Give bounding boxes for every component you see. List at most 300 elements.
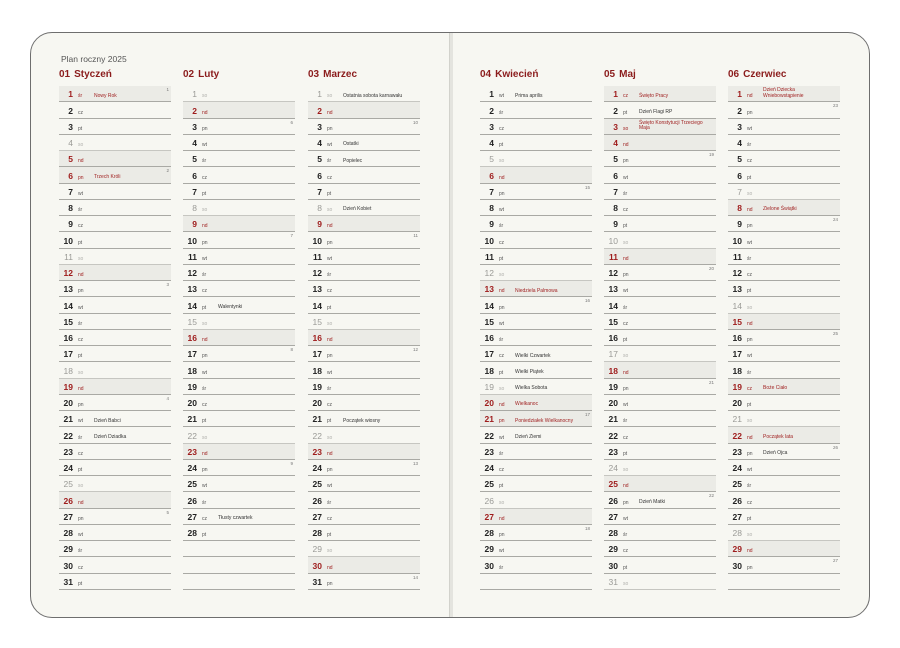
day-number: 2 <box>737 105 742 116</box>
day-row[interactable] <box>183 525 295 541</box>
day-number: 16 <box>187 333 197 343</box>
day-number: 10 <box>312 235 322 246</box>
day-row[interactable] <box>59 314 171 330</box>
day-row[interactable] <box>480 167 592 183</box>
day-row[interactable] <box>308 541 420 557</box>
day-row[interactable] <box>604 574 716 590</box>
weekday-abbr: wt <box>747 467 752 473</box>
weekday-abbr: so <box>499 158 505 165</box>
day-row[interactable] <box>480 265 592 281</box>
day-number: 14 <box>312 300 322 311</box>
day-row[interactable] <box>604 525 716 541</box>
day-row[interactable] <box>728 102 840 118</box>
day-row[interactable] <box>183 102 295 118</box>
day-note: Wielka Sobota <box>515 385 548 392</box>
day-row[interactable] <box>480 102 592 118</box>
day-row[interactable] <box>728 184 840 200</box>
day-row[interactable] <box>59 525 171 541</box>
day-row[interactable] <box>604 281 716 297</box>
week-number: 4 <box>166 395 169 401</box>
day-row[interactable] <box>59 492 171 508</box>
weekday-abbr: pn <box>747 450 753 457</box>
day-row[interactable] <box>480 427 592 443</box>
day-row[interactable] <box>59 232 171 248</box>
day-row[interactable] <box>728 525 840 541</box>
day-number: 14 <box>732 300 742 311</box>
day-list <box>728 86 840 590</box>
day-row[interactable] <box>59 200 171 216</box>
empty-line <box>183 557 295 573</box>
day-row[interactable] <box>183 330 295 346</box>
day-row[interactable] <box>728 314 840 330</box>
day-row[interactable] <box>308 167 420 183</box>
day-row[interactable] <box>728 297 840 313</box>
day-row[interactable] <box>308 297 420 313</box>
day-row[interactable] <box>59 167 171 183</box>
day-row[interactable] <box>183 200 295 216</box>
day-row[interactable] <box>59 330 171 346</box>
day-row[interactable] <box>308 314 420 330</box>
day-number: 20 <box>63 398 73 408</box>
day-row[interactable] <box>728 492 840 508</box>
weekday-abbr: pt <box>202 418 207 425</box>
day-row[interactable] <box>59 460 171 476</box>
day-row[interactable] <box>728 411 840 427</box>
day-number: 19 <box>63 381 73 392</box>
day-row[interactable] <box>728 395 840 411</box>
day-row[interactable] <box>480 151 592 167</box>
weekday-abbr: cz <box>327 402 332 408</box>
day-row[interactable] <box>308 102 420 118</box>
day-row[interactable] <box>604 119 716 135</box>
weekday-abbr: pn <box>499 304 505 311</box>
day-row[interactable] <box>728 460 840 476</box>
day-row[interactable] <box>308 265 420 281</box>
day-row[interactable] <box>728 509 840 525</box>
day-row[interactable] <box>59 102 171 118</box>
day-row[interactable] <box>728 216 840 232</box>
day-row[interactable] <box>183 346 295 362</box>
day-row[interactable] <box>604 411 716 427</box>
day-row[interactable] <box>59 135 171 151</box>
day-number: 28 <box>484 528 494 538</box>
day-number: 26 <box>484 495 494 506</box>
day-row[interactable] <box>183 395 295 411</box>
month-header <box>604 69 716 81</box>
day-row[interactable] <box>183 297 295 313</box>
weekday-abbr: cz <box>327 288 332 295</box>
day-row[interactable] <box>308 249 420 265</box>
day-row[interactable] <box>308 200 420 216</box>
day-row[interactable] <box>183 86 295 102</box>
day-row[interactable] <box>308 476 420 492</box>
day-row[interactable] <box>59 184 171 200</box>
day-row[interactable] <box>308 557 420 573</box>
day-number: 11 <box>313 251 322 262</box>
day-row[interactable] <box>728 362 840 378</box>
plan-title: Plan roczny 2025 <box>61 54 127 64</box>
week-number: 20 <box>708 265 714 271</box>
day-note: Święto Konstytucji Trzeciego Maja <box>639 119 703 132</box>
day-number: 17 <box>187 349 197 360</box>
day-row[interactable] <box>308 395 420 411</box>
weekday-abbr: so <box>623 353 629 360</box>
day-number: 20 <box>312 398 322 408</box>
day-row[interactable] <box>728 379 840 395</box>
day-row[interactable] <box>308 151 420 167</box>
day-row[interactable] <box>604 135 716 151</box>
day-row[interactable] <box>728 427 840 443</box>
day-note: Ostatki <box>343 141 359 148</box>
weekday-abbr: nd <box>747 320 753 327</box>
day-number: 26 <box>312 495 322 506</box>
day-row[interactable] <box>728 541 840 557</box>
weekday-abbr: pn <box>327 239 333 246</box>
day-row[interactable] <box>604 395 716 411</box>
day-row[interactable] <box>728 281 840 297</box>
weekday-abbr: nd <box>327 337 333 343</box>
day-number: 25 <box>63 479 73 490</box>
day-list <box>604 86 716 590</box>
day-row[interactable] <box>480 541 592 557</box>
day-number: 17 <box>608 349 618 360</box>
day-number: 9 <box>613 219 618 230</box>
day-number: 6 <box>192 170 197 181</box>
day-row[interactable] <box>308 444 420 460</box>
day-row[interactable] <box>604 151 716 167</box>
day-row[interactable] <box>59 476 171 492</box>
day-row[interactable] <box>183 151 295 167</box>
day-row[interactable] <box>480 525 592 541</box>
weekday-abbr: wt <box>327 142 332 148</box>
day-row[interactable] <box>308 411 420 427</box>
day-row[interactable] <box>59 444 171 460</box>
weekday-abbr: pn <box>499 418 505 425</box>
day-note: Początek lata <box>763 433 794 440</box>
day-row[interactable] <box>480 444 592 460</box>
day-row[interactable] <box>59 379 171 395</box>
day-row[interactable] <box>480 476 592 492</box>
day-row[interactable] <box>480 314 592 330</box>
day-row[interactable] <box>480 395 592 411</box>
day-number: 5 <box>317 154 322 165</box>
day-number: 19 <box>608 381 618 392</box>
day-row[interactable] <box>183 167 295 183</box>
day-row[interactable] <box>308 135 420 151</box>
day-row[interactable] <box>183 492 295 508</box>
weekday-abbr: wt <box>499 434 504 441</box>
day-row[interactable] <box>183 476 295 492</box>
day-note: Dzień Kobiet <box>343 206 372 213</box>
weekday-abbr: pn <box>202 467 208 473</box>
day-number: 1 <box>489 89 494 100</box>
day-row[interactable] <box>728 346 840 362</box>
weekday-abbr: śr <box>327 385 332 392</box>
day-row[interactable] <box>604 346 716 362</box>
day-row[interactable] <box>183 135 295 151</box>
day-row[interactable] <box>480 200 592 216</box>
day-number: 21 <box>484 414 494 425</box>
day-row[interactable] <box>59 297 171 313</box>
day-row[interactable] <box>728 330 840 346</box>
day-row[interactable] <box>308 460 420 476</box>
day-note: Dzień Ojca <box>763 450 788 457</box>
day-row[interactable] <box>604 102 716 118</box>
weekday-abbr: nd <box>499 288 505 295</box>
weekday-abbr: nd <box>747 548 753 555</box>
day-row[interactable] <box>604 314 716 330</box>
day-number: 17 <box>312 349 322 360</box>
day-row[interactable] <box>604 249 716 265</box>
day-row[interactable] <box>728 249 840 265</box>
day-number: 30 <box>63 560 73 571</box>
month-header <box>728 69 840 81</box>
day-row[interactable] <box>183 379 295 395</box>
weekday-abbr: pt <box>623 337 628 343</box>
day-row[interactable] <box>728 265 840 281</box>
day-number: 14 <box>608 300 618 311</box>
weekday-abbr: wt <box>78 532 83 538</box>
day-row[interactable] <box>604 184 716 200</box>
day-row[interactable] <box>604 509 716 525</box>
weekday-abbr: śr <box>747 369 752 376</box>
day-row[interactable] <box>59 362 171 378</box>
weekday-abbr: wt <box>623 288 628 295</box>
day-row[interactable] <box>480 492 592 508</box>
day-row[interactable] <box>480 184 592 200</box>
weekday-abbr: śr <box>623 190 628 197</box>
month-number: 04 <box>480 69 492 80</box>
day-row[interactable] <box>480 119 592 135</box>
day-row[interactable] <box>604 232 716 248</box>
weekday-abbr: pn <box>202 353 208 360</box>
day-row[interactable] <box>604 330 716 346</box>
day-row[interactable] <box>59 265 171 281</box>
day-list <box>480 86 592 590</box>
day-row[interactable] <box>480 460 592 476</box>
day-row[interactable] <box>183 411 295 427</box>
weekday-abbr: so <box>623 125 629 132</box>
day-number: 11 <box>64 251 73 262</box>
day-row[interactable] <box>183 362 295 378</box>
day-row[interactable] <box>183 232 295 248</box>
month-number: 03 <box>308 69 320 80</box>
day-row[interactable] <box>480 362 592 378</box>
day-row[interactable] <box>604 557 716 573</box>
day-number: 12 <box>484 268 494 278</box>
day-note: Dzień Ziemi <box>515 433 542 440</box>
day-number: 2 <box>192 105 197 116</box>
day-row[interactable] <box>604 86 716 102</box>
week-number: 26 <box>832 444 838 450</box>
day-number: 17 <box>484 349 494 360</box>
weekday-abbr: so <box>78 255 84 262</box>
day-row[interactable] <box>480 297 592 313</box>
day-row[interactable] <box>728 200 840 216</box>
day-row[interactable] <box>308 281 420 297</box>
weekday-abbr: nd <box>202 223 208 230</box>
day-row[interactable] <box>59 216 171 232</box>
day-row[interactable] <box>480 249 592 265</box>
day-row[interactable] <box>480 281 592 297</box>
day-row[interactable] <box>308 574 420 590</box>
day-row[interactable] <box>183 184 295 200</box>
day-number: 7 <box>317 186 322 197</box>
day-row[interactable] <box>604 362 716 378</box>
day-row[interactable] <box>728 119 840 135</box>
day-row[interactable] <box>183 444 295 460</box>
weekday-abbr: wt <box>78 418 83 425</box>
day-row[interactable] <box>480 379 592 395</box>
day-row[interactable] <box>183 249 295 265</box>
day-row[interactable] <box>308 119 420 135</box>
day-number: 5 <box>192 154 197 165</box>
day-number: 29 <box>732 544 742 555</box>
day-row[interactable] <box>480 330 592 346</box>
day-row[interactable] <box>183 216 295 232</box>
day-row[interactable] <box>480 135 592 151</box>
day-row[interactable] <box>308 216 420 232</box>
day-row[interactable] <box>308 509 420 525</box>
day-number: 11 <box>188 251 197 262</box>
day-row[interactable] <box>728 167 840 183</box>
day-list <box>183 86 295 590</box>
day-number: 6 <box>317 170 322 181</box>
day-row[interactable] <box>604 297 716 313</box>
day-row[interactable] <box>604 379 716 395</box>
day-number: 20 <box>187 398 197 408</box>
day-row[interactable] <box>480 86 592 102</box>
day-number: 4 <box>737 138 742 148</box>
day-row[interactable] <box>59 574 171 590</box>
day-row[interactable] <box>183 427 295 443</box>
weekday-abbr: pt <box>623 223 628 230</box>
day-row[interactable] <box>308 232 420 248</box>
day-row[interactable] <box>728 86 840 102</box>
weekday-abbr: nd <box>202 109 208 116</box>
day-row[interactable] <box>308 427 420 443</box>
day-row[interactable] <box>604 216 716 232</box>
day-row[interactable] <box>728 151 840 167</box>
day-row[interactable] <box>604 167 716 183</box>
weekday-abbr: śr <box>202 385 207 392</box>
day-row[interactable] <box>604 492 716 508</box>
day-row[interactable] <box>604 200 716 216</box>
day-row[interactable] <box>604 541 716 557</box>
day-row[interactable] <box>728 444 840 460</box>
weekday-abbr: śr <box>623 418 628 425</box>
day-row[interactable] <box>59 395 171 411</box>
weekday-abbr: pn <box>78 174 84 181</box>
day-row[interactable] <box>308 492 420 508</box>
day-row[interactable] <box>728 232 840 248</box>
day-row[interactable] <box>59 541 171 557</box>
day-number: 3 <box>489 121 494 132</box>
weekday-abbr: śr <box>499 109 504 116</box>
day-row[interactable] <box>59 346 171 362</box>
weekday-abbr: so <box>327 548 333 555</box>
day-row[interactable] <box>183 509 295 525</box>
weekday-abbr: wt <box>202 369 207 376</box>
weekday-abbr: wt <box>499 207 504 213</box>
day-row[interactable] <box>480 232 592 248</box>
day-number: 15 <box>187 316 197 327</box>
weekday-abbr: nd <box>499 174 505 181</box>
day-row[interactable] <box>604 460 716 476</box>
day-row[interactable] <box>308 379 420 395</box>
weekday-abbr: cz <box>747 499 752 506</box>
day-number: 28 <box>608 528 618 538</box>
day-row[interactable] <box>59 86 171 102</box>
day-number: 28 <box>312 528 322 538</box>
weekday-abbr: pt <box>623 450 628 457</box>
day-row[interactable] <box>604 476 716 492</box>
day-row[interactable] <box>480 557 592 573</box>
day-row[interactable] <box>480 411 592 427</box>
day-number: 12 <box>608 268 618 278</box>
weekday-abbr: pn <box>747 337 753 343</box>
week-number: 5 <box>166 509 169 515</box>
day-row[interactable] <box>728 476 840 492</box>
month-header <box>183 69 295 81</box>
day-number: 13 <box>187 284 197 295</box>
day-number: 9 <box>192 219 197 230</box>
day-row[interactable] <box>604 444 716 460</box>
day-row[interactable] <box>59 509 171 525</box>
weekday-abbr: pt <box>78 580 83 587</box>
month-number: 02 <box>183 69 195 80</box>
day-number: 4 <box>317 138 322 148</box>
day-number: 18 <box>63 365 73 376</box>
day-row[interactable] <box>308 525 420 541</box>
day-row[interactable] <box>59 427 171 443</box>
day-number: 14 <box>63 300 73 311</box>
weekday-abbr: śr <box>747 255 752 262</box>
day-row[interactable] <box>604 265 716 281</box>
weekday-abbr: śr <box>78 93 83 100</box>
day-row[interactable] <box>59 411 171 427</box>
weekday-abbr: cz <box>623 434 628 441</box>
day-row[interactable] <box>59 281 171 297</box>
day-row[interactable] <box>183 314 295 330</box>
day-row[interactable] <box>604 427 716 443</box>
day-row[interactable] <box>183 119 295 135</box>
day-row[interactable] <box>183 265 295 281</box>
day-row[interactable] <box>480 509 592 525</box>
day-row[interactable] <box>308 346 420 362</box>
day-row[interactable] <box>59 249 171 265</box>
weekday-abbr: pn <box>623 272 629 278</box>
day-row[interactable] <box>59 119 171 135</box>
day-number: 18 <box>187 365 197 376</box>
day-row[interactable] <box>308 330 420 346</box>
day-number: 8 <box>68 203 73 213</box>
month-column <box>728 69 840 590</box>
day-row[interactable] <box>480 216 592 232</box>
day-row[interactable] <box>728 557 840 573</box>
day-number: 5 <box>68 154 73 165</box>
day-row[interactable] <box>59 151 171 167</box>
day-row[interactable] <box>480 346 592 362</box>
day-row[interactable] <box>59 557 171 573</box>
day-row[interactable] <box>308 86 420 102</box>
day-row[interactable] <box>308 362 420 378</box>
day-row[interactable] <box>183 460 295 476</box>
week-number: 27 <box>832 558 838 564</box>
day-row[interactable] <box>728 135 840 151</box>
day-row[interactable] <box>183 281 295 297</box>
day-row[interactable] <box>308 184 420 200</box>
